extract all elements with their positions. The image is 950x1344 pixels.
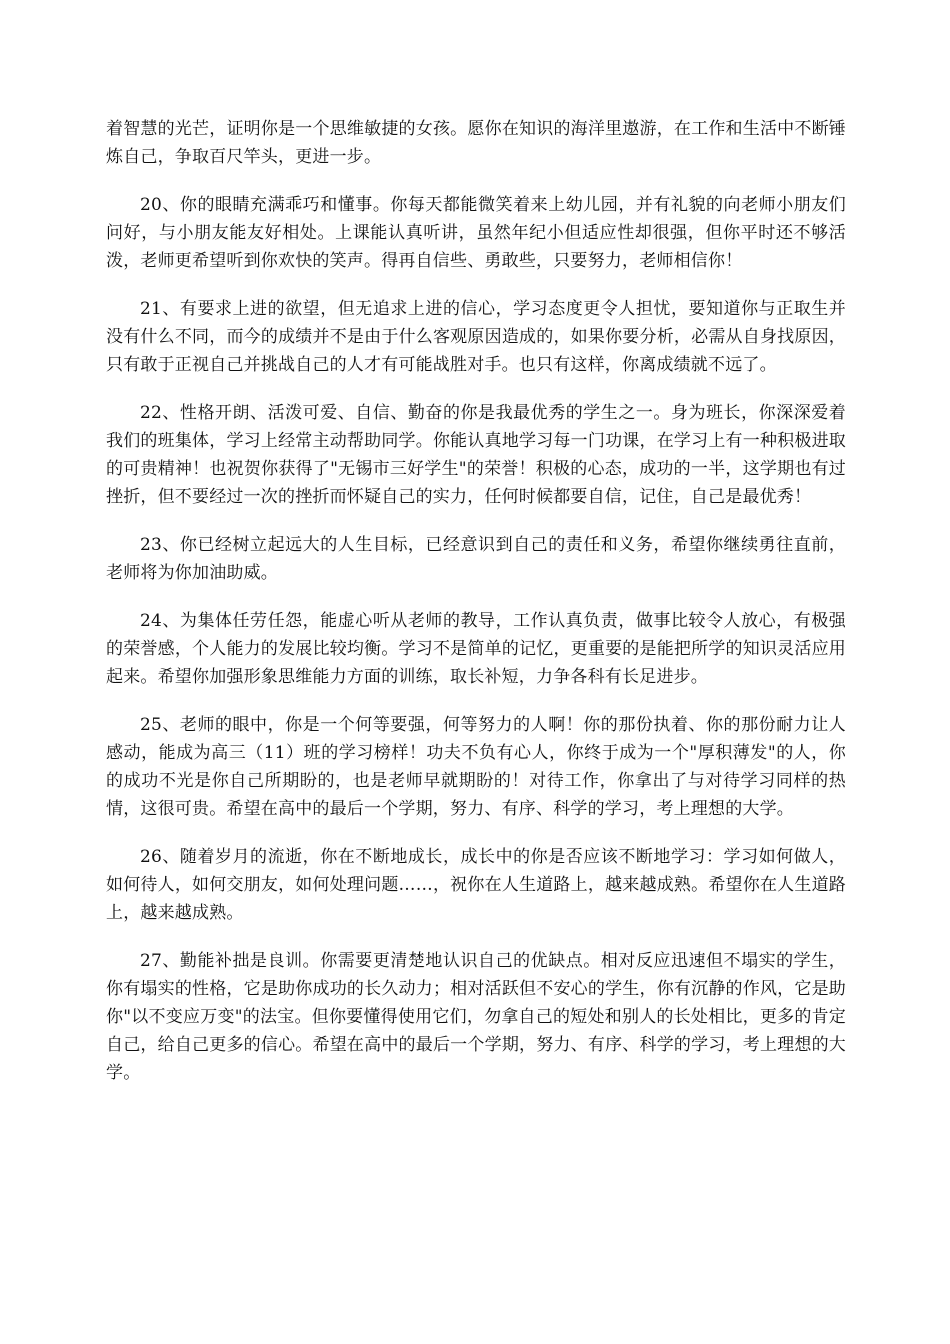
paragraph-item-22: 22、性格开朗、活泼可爱、自信、勤奋的你是我最优秀的学生之一。身为班长，你深深爱着我们的班集体，学习上经常主动帮助同学。你能认真地学习每一门功课，在学习上有一种积极进取的可贵精神！也祝贺你获得了"无锡市三好学生"的荣誉！积极的心态，成功的一半，这学期也有过挫折，但不要经过一次的挫折而怀疑自己的实力，任何时候都要自信，记住，自己是最优秀！: [106, 403, 846, 507]
document-body: [106, 115, 846, 1107]
paragraph-item-23: 23、你已经树立起远大的人生目标，已经意识到自己的责任和义务，希望你继续勇往直前，老师将为你加油助威。: [106, 535, 846, 583]
paragraph-continuation: 着智慧的光芒，证明你是一个思维敏捷的女孩。愿你在知识的海洋里遨游，在工作和生活中不断锤炼自己，争取百尺竿头，更进一步。: [106, 119, 846, 167]
paragraph-item-21: 21、有要求上进的欲望，但无追求上进的信心，学习态度更令人担忧，要知道你与正取生并没有什么不同，而今的成绩并不是由于什么客观原因造成的，如果你要分析，必需从自身找原因，只有敢于正视自己并挑战自己的人才有可能战胜对手。也只有这样，你离成绩就不远了。: [106, 299, 846, 375]
paragraph-item-25: 25、老师的眼中，你是一个何等要强，何等努力的人啊！你的那份执着、你的那份耐力让人感动，能成为高三（11）班的学习榜样！功夫不负有心人，你终于成为一个"厚积薄发"的人，你的成功不光是你自己所期盼的，也是老师早就期盼的！对待工作，你拿出了与对待学习同样的热情，这很可贵。希望在高中的最后一个学期，努力、有序、科学的学习，考上理想的大学。: [106, 715, 846, 819]
paragraph-item-20: 20、你的眼睛充满乖巧和懂事。你每天都能微笑着来上幼儿园，并有礼貌的向老师小朋友们问好，与小朋友能友好相处。上课能认真听讲，虽然年纪小但适应性却很强，但你平时还不够活泼，老师更希望听到你欢快的笑声。得再自信些、勇敢些，只要努力，老师相信你！: [106, 195, 846, 271]
paragraph-item-27: 27、勤能补拙是良训。你需要更清楚地认识自己的优缺点。相对反应迅速但不塌实的学生，你有塌实的性格，它是助你成功的长久动力；相对活跃但不安心的学生，你有沉静的作风，它是助你"以不变应万变"的法宝。但你要懂得使用它们，勿拿自己的短处和别人的长处相比，更多的肯定自己，给自己更多的信心。希望在高中的最后一个学期，努力、有序、科学的学习，考上理想的大学。: [106, 951, 846, 1083]
paragraph-item-26: 26、随着岁月的流逝，你在不断地成长，成长中的你是否应该不断地学习：学习如何做人，如何待人，如何交朋友，如何处理问题……，祝你在人生道路上，越来越成熟。希望你在人生道路上，越来越成熟。: [106, 847, 846, 923]
paragraph-item-24: 24、为集体任劳任怨，能虚心听从老师的教导，工作认真负责，做事比较令人放心，有极强的荣誉感，个人能力的发展比较均衡。学习不是简单的记忆，更重要的是能把所学的知识灵活应用起来。希望你加强形象思维能力方面的训练，取长补短，力争各科有长足进步。: [106, 611, 846, 687]
